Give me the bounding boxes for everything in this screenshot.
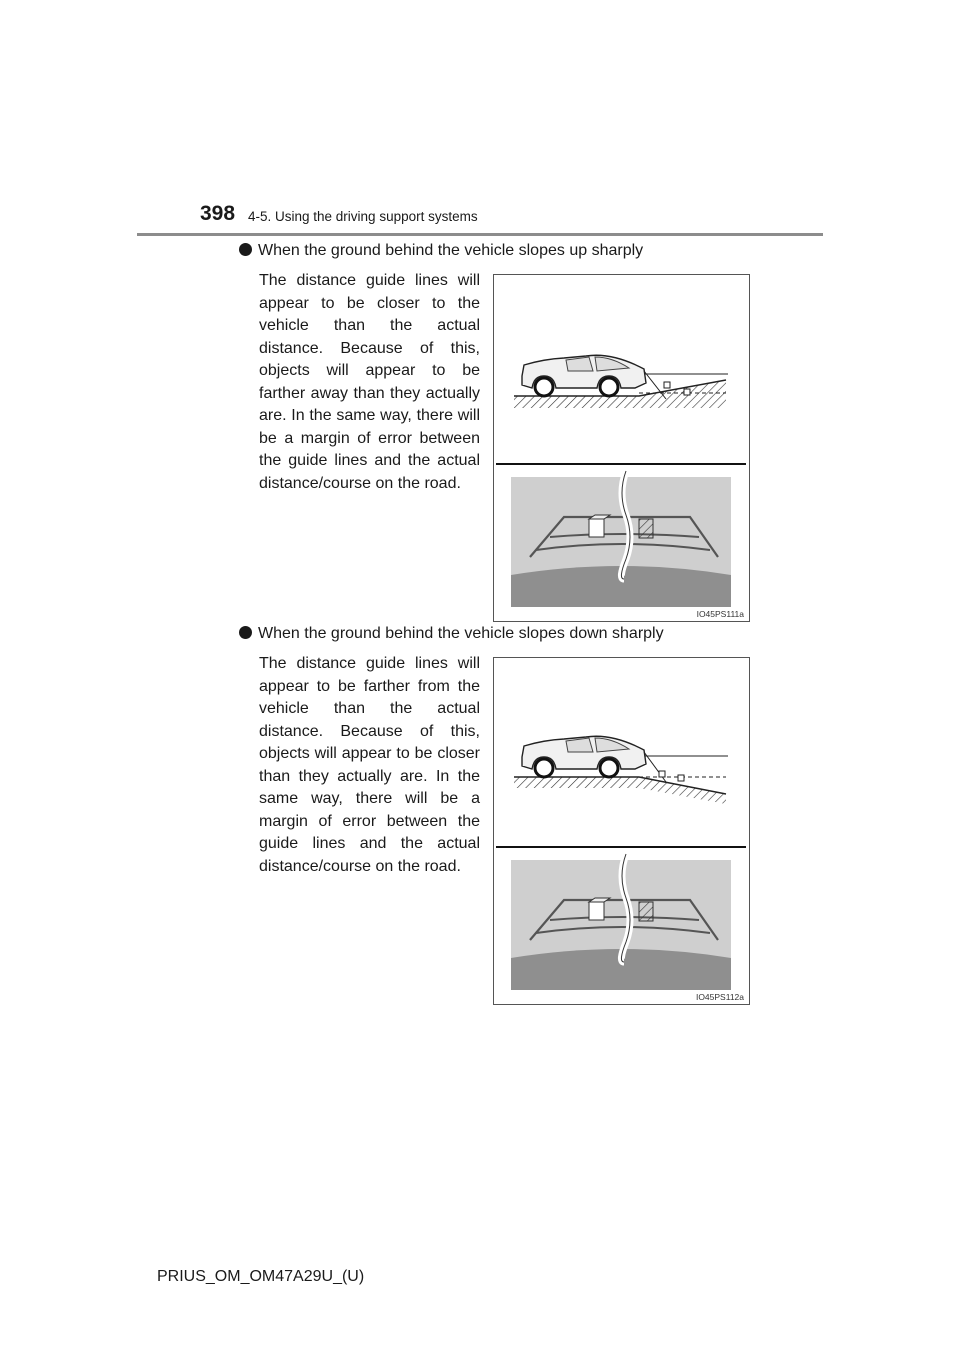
page-number: 398 — [200, 202, 236, 225]
illustration-slope-down — [494, 658, 751, 1006]
bullet-heading-slope-up — [239, 242, 643, 260]
ground-hatching — [514, 777, 726, 804]
figure-code: IO45PS111a — [696, 609, 744, 619]
illustration-slope-up — [494, 275, 751, 623]
paragraph-slope-down: The distance guide lines will appear to be farther from the vehicle than the actual distance. Because of this, objects will appear to be closer than they actually are. In the same way, there will be a margin of error between the guide lines and the actual distance/course on the road. — [259, 655, 480, 875]
header-rule — [137, 233, 823, 236]
bullet-text: When the ground behind the vehicle slopes down sharply — [258, 625, 664, 642]
bullet-text: When the ground behind the vehicle slopes up sharply — [258, 242, 644, 259]
camera-screen — [511, 854, 731, 990]
section-title: 4-5. Using the driving support systems — [248, 209, 478, 224]
bullet-icon — [239, 243, 252, 256]
figure-slope-down — [493, 657, 750, 1005]
figure-slope-up — [493, 274, 750, 622]
bullet-icon — [239, 626, 252, 639]
ground-hatching — [514, 396, 639, 408]
paragraph-slope-up: The distance guide lines will appear to be closer to the vehicle than the actual distance. Because of this, objects will appear to be farther away than they actually are. In the same way, there will be a margin of error between the guide lines and the actual distance/course on the road. — [259, 272, 480, 492]
figure-code: IO45PS112a — [695, 992, 744, 1002]
camera-screen — [511, 471, 731, 607]
car-icon — [522, 355, 646, 396]
footer-doc-code: PRIUS_OM_OM47A29U_(U) — [157, 1268, 365, 1285]
car-icon — [522, 736, 646, 777]
bullet-heading-slope-down — [239, 625, 664, 643]
